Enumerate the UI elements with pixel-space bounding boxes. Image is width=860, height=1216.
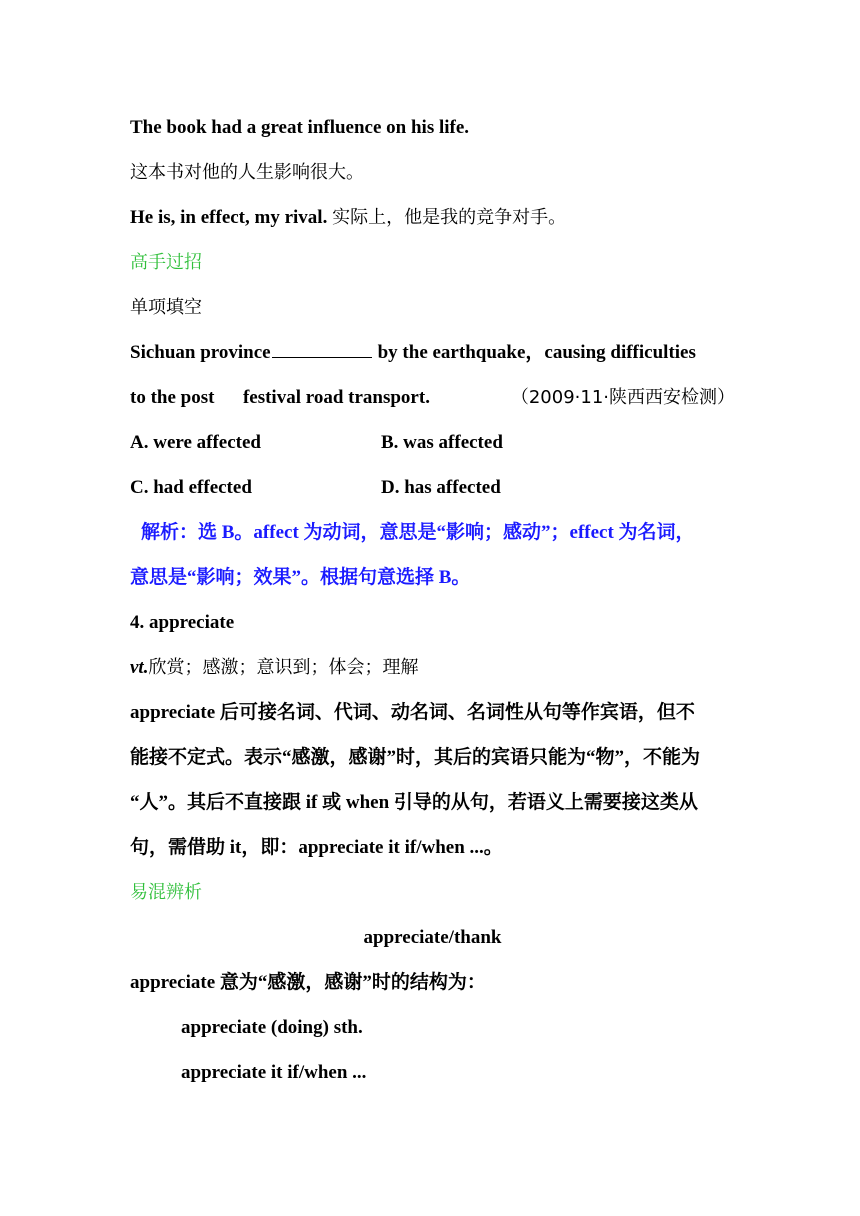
option-c: C. had effected bbox=[130, 477, 252, 498]
options-row-2 bbox=[130, 465, 735, 510]
section-title-comparison: 易混辨析 bbox=[130, 882, 202, 903]
section-subtitle-single-choice: 单项填空 bbox=[130, 297, 202, 318]
structure-line-2: appreciate it if/when ... bbox=[181, 1062, 367, 1083]
question-text-part-a: Sichuan province bbox=[130, 342, 271, 363]
usage-note-line-2: 能接不定式。表示“感激，感谢”时，其后的宾语只能为“物”，不能为 bbox=[130, 747, 701, 768]
answer-blank bbox=[272, 339, 372, 358]
document-page bbox=[130, 105, 735, 1095]
usage-note-line-1: appreciate 后可接名词、代词、动名词、名词性从句等作宾语，但不 bbox=[130, 702, 695, 723]
comparison-intro: appreciate 意为“感激，感谢”时的结构为： bbox=[130, 972, 486, 993]
analysis-line-1: 解析：选 B。affect 为动词，意思是“影响；感动”；effect 为名词， bbox=[141, 522, 695, 543]
word-meanings: 欣赏；感激；意识到；体会；理解 bbox=[148, 657, 419, 678]
question-line-1 bbox=[130, 330, 735, 375]
option-d: D. has affected bbox=[381, 477, 501, 498]
analysis-line-2: 意思是“影响；效果”。根据句意选择 B。 bbox=[130, 567, 471, 588]
option-b: B. was affected bbox=[381, 432, 503, 453]
question-line-2 bbox=[130, 375, 735, 420]
effect-example bbox=[130, 195, 735, 240]
question-text-part-d: festival road transport. bbox=[242, 387, 430, 408]
question-text-part-c: to the post bbox=[130, 387, 215, 408]
effect-example-en: He is, in effect, my rival. bbox=[130, 207, 328, 228]
usage-note-line-4: 句，需借助 it，即：appreciate it if/when ...。 bbox=[130, 837, 503, 858]
question-text-part-b: by the earthquake，causing difficulties bbox=[377, 342, 696, 363]
comparison-heading: appreciate/thank bbox=[363, 927, 502, 948]
usage-note-line-3: “人”。其后不直接跟 if 或 when 引导的从句，若语义上需要接这类从 bbox=[130, 792, 698, 813]
question-source: （2009·11·陕西西安检测） bbox=[510, 387, 735, 408]
options-row-1 bbox=[130, 420, 735, 465]
section-title-practice: 高手过招 bbox=[130, 252, 202, 273]
effect-example-cn: 实际上，他是我的竞争对手。 bbox=[332, 207, 567, 228]
example-sentence-cn: 这本书对他的人生影响很大。 bbox=[130, 162, 364, 183]
example-sentence-en: The book had a great influence on his life. bbox=[130, 117, 470, 138]
word-meanings-line bbox=[130, 645, 735, 690]
part-of-speech: vt. bbox=[130, 657, 149, 678]
word-heading: 4. appreciate bbox=[130, 612, 235, 633]
option-a: A. were affected bbox=[130, 432, 261, 453]
structure-line-1: appreciate (doing) sth. bbox=[181, 1017, 363, 1038]
